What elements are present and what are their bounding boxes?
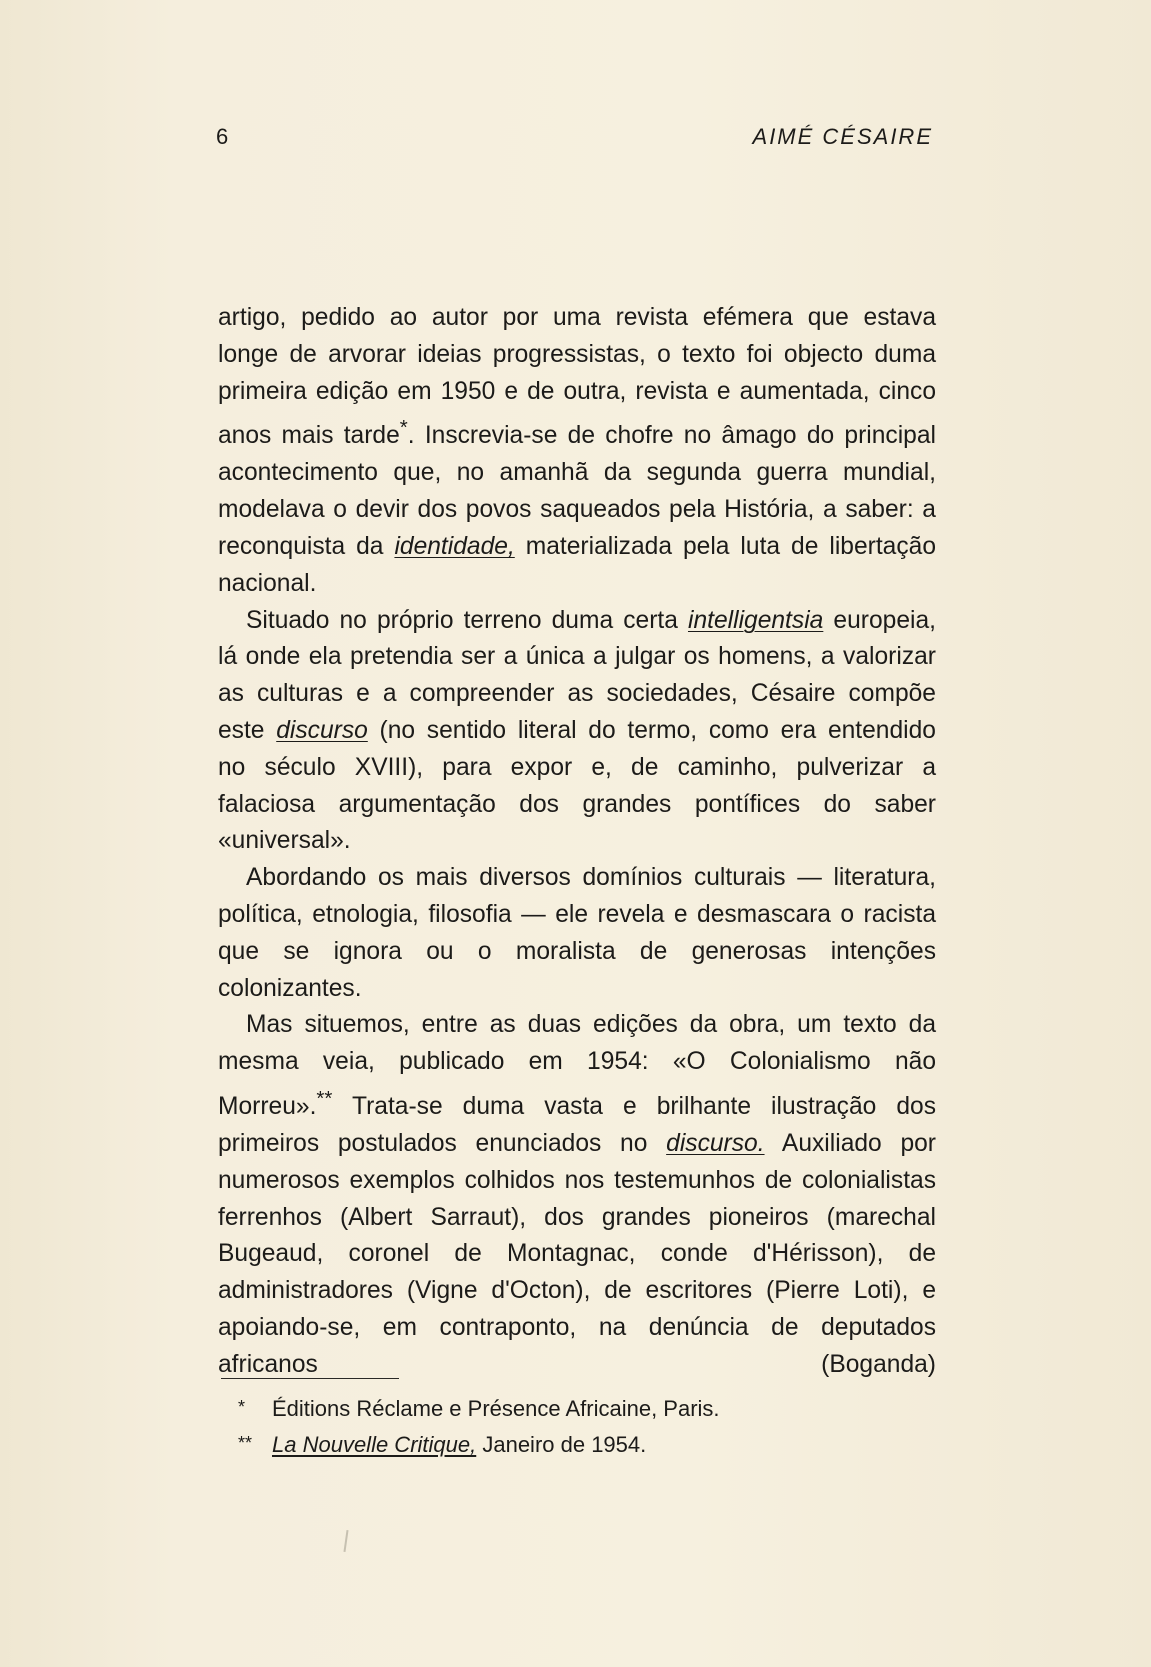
body-text — [218, 300, 936, 1383]
page-mark — [343, 1530, 348, 1552]
footnote-italic-title: La Nouvelle Critique, — [272, 1432, 477, 1457]
text-span: (no sentido literal do termo, como era entendido no século XVIII), para expor e, de caminho, pulverizar a falaciosa argumentação dos grandes pontífices do saber «universal». — [218, 716, 936, 855]
text-span: europeia, lá onde ela pretendia ser a única a julgar os homens, a valorizar as culturas e a compreender as sociedades, Césaire compõe este — [218, 606, 936, 744]
footnote-1 — [238, 1390, 720, 1426]
text-span: Abordando os mais diversos domínios culturais — literatura, política, etnologia, filosofia — ele revela e desmascara o racista que se ignora ou o moralista de generosas intenções colonizantes. — [218, 864, 936, 1002]
text-span: Situado no próprio terreno duma certa — [246, 606, 688, 634]
text-span: Mas situemos, entre as duas edições da obra, um texto da mesma veia, publicado em 1954: «O Colonialismo não Morreu». — [218, 1011, 936, 1121]
italic-term: identidade, — [394, 532, 515, 560]
italic-term: intelligentsia — [687, 606, 824, 634]
paragraph-2 — [218, 603, 936, 861]
paragraph-3 — [218, 860, 936, 1007]
running-title: AIMÉ CÉSAIRE — [752, 124, 933, 149]
text-span: materializada pela luta de libertação nacional. — [218, 532, 937, 597]
footnote-2 — [238, 1426, 720, 1462]
text-span: artigo, pedido ao autor por uma revista efémera que estava longe de arvorar ideias progressistas, o texto foi objecto duma primeira edição em 1950 e de outra, revista e aumentada, cinco anos mais tarde — [218, 304, 936, 450]
italic-term: discurso. — [666, 1129, 765, 1157]
footnotes — [238, 1390, 720, 1462]
paragraph-1 — [218, 300, 936, 603]
text-span: Auxiliado por numerosos exemplos colhidos nos testemunhos de colonialistas ferrenhos (Albert Sarraut), dos grandes pioneiros (marechal Bugeaud, coronel de Montagnac, conde d'Hérisson), de administradores (Vigne d'Octon), de escritores (Pierre Loti), e apoiando-se, em contraponto, na denúncia de deputados africanos (Boganda) — [218, 1129, 936, 1378]
footnote-text: Éditions Réclame e Présence Africaine, Paris. — [272, 1396, 720, 1421]
footnote-mark: ** — [238, 1433, 253, 1453]
footnote-rule — [221, 1378, 399, 1379]
page-number: 6 — [216, 124, 229, 149]
footnote-ref-1: * — [399, 416, 408, 440]
paragraph-4 — [218, 1007, 936, 1383]
text-span: Trata-se duma vasta e brilhante ilustração dos primeiros postulados enunciados no — [218, 1093, 936, 1157]
italic-term: discurso — [276, 716, 368, 744]
footnote-mark: * — [238, 1397, 246, 1417]
footnote-text: Janeiro de 1954. — [476, 1432, 647, 1457]
running-head — [216, 124, 933, 156]
footnote-ref-2: ** — [316, 1086, 333, 1110]
text-span: . Inscrevia-se de chofre no âmago do principal acontecimento que, no amanhã da segunda guerra mundial, modelava o devir dos povos saqueados pela História, a saber: a reconquista da — [218, 422, 936, 560]
